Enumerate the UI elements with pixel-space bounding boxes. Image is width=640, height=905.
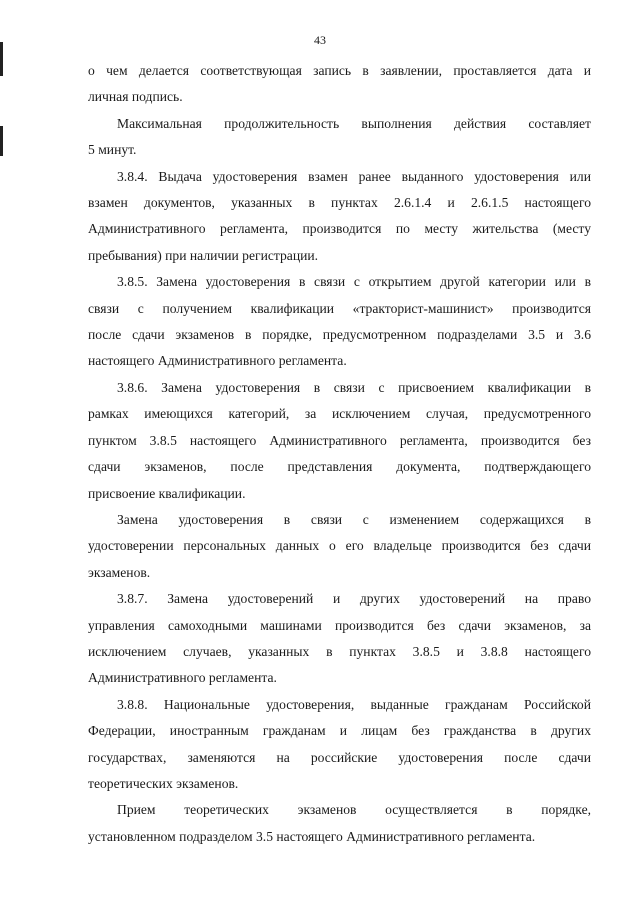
text-line: 3.8.6. Замена удостоверения в связи с присвоением квалификации в [117,379,591,395]
page-number: 43 [314,33,326,47]
text-line: Максимальная продолжительность выполнения действия составляет [117,115,591,131]
scan-margin-mark [0,42,3,76]
text-line: экзаменов. [88,564,151,580]
text-line: теоретических экзаменов. [88,775,239,791]
text-line: 3.8.7. Замена удостоверений и других удостоверений на право [117,591,591,607]
text-line: присвоение квалификации. [88,485,246,501]
text-line: взамен документов, указанных в пунктах 2.6.1.4 и 2.6.1.5 настоящего [88,195,591,211]
text-line: Административного регламента. [88,670,277,686]
paragraph [88,269,591,375]
paragraph [88,797,591,850]
text-line: Федерации, иностранным гражданам и лицам без гражданства в других [88,723,591,739]
text-line: пребывания) при наличии регистрации. [88,247,319,263]
text-line: установленном подразделом 3.5 настоящего Административного регламента. [88,828,536,844]
paragraph [88,375,591,507]
paragraph [88,692,591,798]
text-line: 3.8.4. Выдача удостоверения взамен ранее выданного удостоверения или [117,168,591,184]
text-line: после сдачи экзаменов в порядке, предусмотренном подразделами 3.5 и 3.6 [88,327,591,343]
text-line: 3.8.5. Замена удостоверения в связи с открытием другой категории или в [117,274,591,290]
text-line: пунктом 3.8.5 настоящего Административного регламента, производится без [88,432,591,448]
text-line: Прием теоретических экзаменов осуществляется в порядке, [117,802,591,818]
paragraph [88,111,591,164]
document-body [88,58,591,850]
text-line: личная подпись. [88,89,183,105]
text-line: управления самоходными машинами производится без сдачи экзаменов, за [88,617,591,633]
text-line: 5 минут. [88,142,137,158]
paragraph [88,164,591,270]
text-line: сдачи экзаменов, после представления документа, подтверждающего [88,459,591,475]
text-line: Административного регламента, производится по месту жительства (месту [88,221,591,237]
text-line: государствах, заменяются на российские удостоверения после сдачи [88,749,591,765]
text-line: Замена удостоверения в связи с изменением содержащихся в [117,511,591,527]
text-line: о чем делается соответствующая запись в заявлении, проставляется дата и [88,63,591,78]
text-line: исключением случаев, указанных в пунктах 3.8.5 и 3.8.8 настоящего [88,643,591,659]
text-line: настоящего Административного регламента. [88,353,347,369]
text-line: связи с получением квалификации «тракторист-машинист» производится [88,300,591,316]
scan-margin-mark [0,126,3,156]
text-line: 3.8.8. Национальные удостоверения, выданные гражданам Российской [117,696,591,712]
paragraph [88,507,591,586]
text-line: удостоверении персональных данных о его владельце производится без сдачи [88,538,591,554]
paragraph [88,58,591,111]
paragraph [88,586,591,692]
text-line: рамках имеющихся категорий, за исключением случая, предусмотренного [88,406,591,422]
